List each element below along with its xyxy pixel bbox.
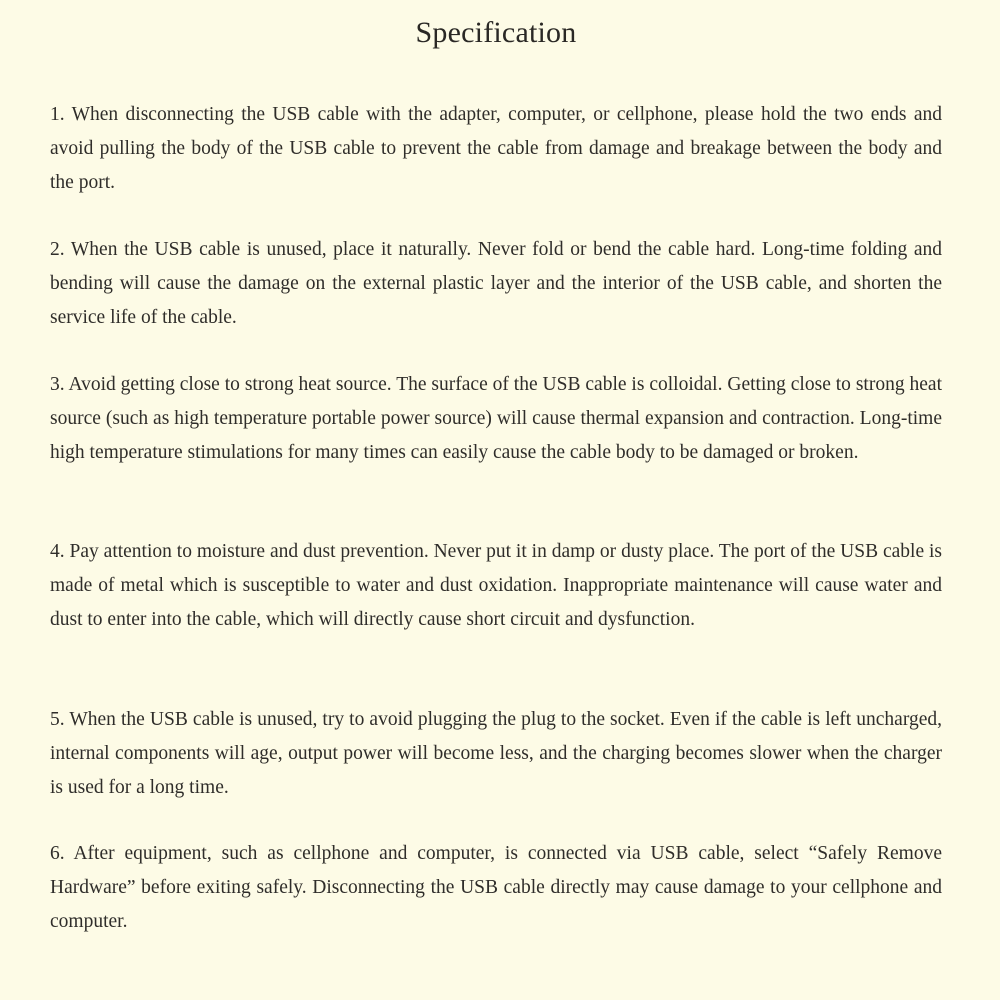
specification-item-1: 1. When disconnecting the USB cable with the adapter, computer, or cellphone, please hold the two ends and avoid pulling the body of the USB cable to prevent the cable from damage and breakage between the body and the port. xyxy=(50,104,942,193)
specification-item-4: 4. Pay attention to moisture and dust prevention. Never put it in damp or dusty place. The port of the USB cable is made of metal which is susceptible to water and dust oxidation. Inappropriate maintenance will cause water and dust to enter into the cable, which will directly cause short circuit and dysfunction. xyxy=(50,541,942,630)
specification-item-6: 6. After equipment, such as cellphone and computer, is connected via USB cable, select “Safely Remove Hardware” before exiting safely. Disconnecting the USB cable directly may cause damage to your cellphone and computer. xyxy=(50,843,942,932)
page-title: Specification xyxy=(415,16,577,49)
specification-item-3: 3. Avoid getting close to strong heat source. The surface of the USB cable is colloidal. Getting close to strong heat source (such as high temperature portable power source) will cause thermal expansion and contraction. Long-time high temperature stimulations for many times can easily cause the cable body to be damaged or broken. xyxy=(50,374,942,463)
specification-item-2: 2. When the USB cable is unused, place it naturally. Never fold or bend the cable hard. Long-time folding and bending will cause the damage on the external plastic layer and the interior of the USB cable, and shorten the service life of the cable. xyxy=(50,239,942,328)
specification-item-5: 5. When the USB cable is unused, try to avoid plugging the plug to the socket. Even if the cable is left uncharged, internal components will age, output power will become less, and the charging becomes slower when the charger is used for a long time. xyxy=(50,709,942,798)
